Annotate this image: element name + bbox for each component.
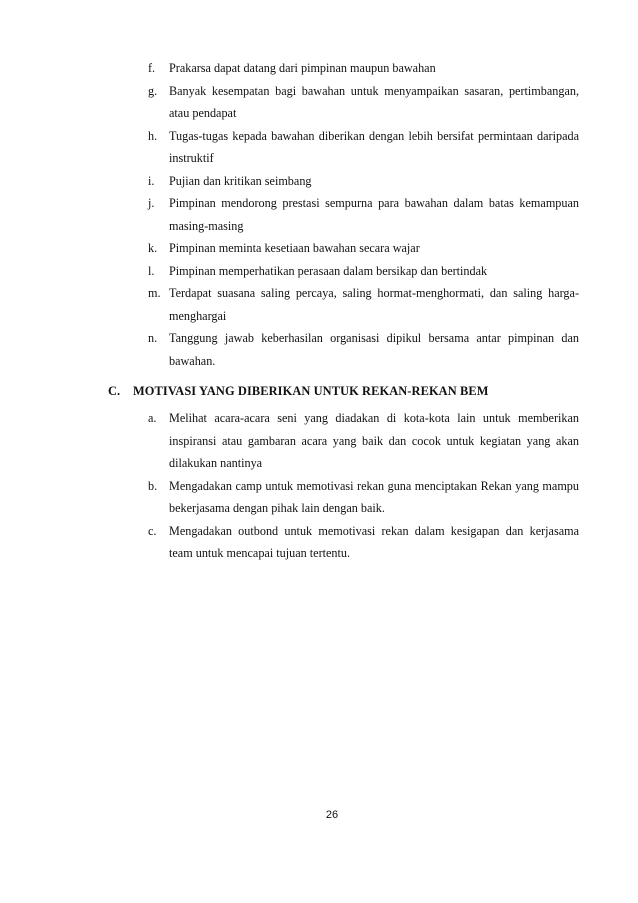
list-item-text: Mengadakan outbond untuk memotivasi rekan dalam kesigapan dan kerjasama team untuk mencapai tujuan tertentu.: [169, 523, 579, 560]
list-item-text: Tanggung jawab keberhasilan organisasi dipikul bersama antar pimpinan dan bawahan.: [169, 331, 579, 368]
list-item-g: [148, 80, 579, 125]
list-item-text: Melihat acara-acara seni yang diadakan di kota-kota lain untuk memberikan inspiransi atau gambaran acara yang baik dan cocok untuk kegiatan yang akan dilakukan nantinya: [169, 411, 579, 470]
list-item-text: Pimpinan meminta kesetiaan bawahan secara wajar: [169, 241, 420, 255]
list-marker: f.: [148, 61, 156, 75]
page-number: 26: [325, 809, 339, 821]
list-item-text: Terdapat suasana saling percaya, saling hormat-menghormati, dan saling harga-menghargai: [169, 286, 579, 323]
list-marker: h.: [148, 128, 158, 143]
list-item-h: [148, 125, 579, 170]
list-item-k: [148, 237, 579, 260]
list-item-j: [148, 192, 579, 237]
list-marker: m.: [148, 286, 161, 300]
list-marker: i.: [148, 173, 155, 188]
list-item-a: [148, 407, 579, 475]
section-heading: [108, 380, 578, 402]
list-item-m: [148, 282, 579, 327]
list-item-text: Pimpinan memperhatikan perasaan dalam bersikap dan bertindak: [169, 263, 488, 278]
list-item-text: Prakarsa dapat datang dari pimpinan maupun bawahan: [169, 61, 436, 75]
list-item-text: Pujian dan kritikan seimbang: [169, 173, 312, 188]
leadership-characteristics-list: [148, 57, 579, 372]
list-item-text: Pimpinan mendorong prestasi sempurna para bawahan dalam batas kemampuan masing-masing: [169, 196, 579, 233]
list-marker: a.: [148, 411, 157, 425]
list-item-text: Tugas-tugas kepada bawahan diberikan dengan lebih bersifat permintaan daripada instruktif: [169, 128, 579, 165]
list-marker: n.: [148, 331, 158, 345]
list-item-text: Mengadakan camp untuk memotivasi rekan guna menciptakan Rekan yang mampu bekerjasama dengan pihak lain dengan baik.: [169, 478, 579, 515]
list-marker: c.: [148, 523, 157, 538]
section-title: MOTIVASI YANG DIBERIKAN UNTUK REKAN-REKAN BEM: [133, 384, 489, 398]
list-marker: j.: [148, 196, 155, 210]
list-marker: b.: [148, 478, 158, 493]
list-item-text: Banyak kesempatan bagi bawahan untuk menyampaikan sasaran, pertimbangan, atau pendapat: [169, 83, 579, 120]
list-item-i: [148, 170, 579, 193]
list-marker: k.: [148, 241, 158, 255]
list-item-b: [148, 475, 579, 520]
list-item-n: [148, 327, 579, 372]
list-marker: l.: [148, 263, 155, 278]
list-item-c: [148, 520, 579, 565]
motivation-list: [148, 407, 579, 565]
list-marker: g.: [148, 83, 158, 98]
section-marker: C.: [108, 384, 121, 398]
list-item-f: [148, 57, 579, 80]
list-item-l: [148, 260, 579, 283]
